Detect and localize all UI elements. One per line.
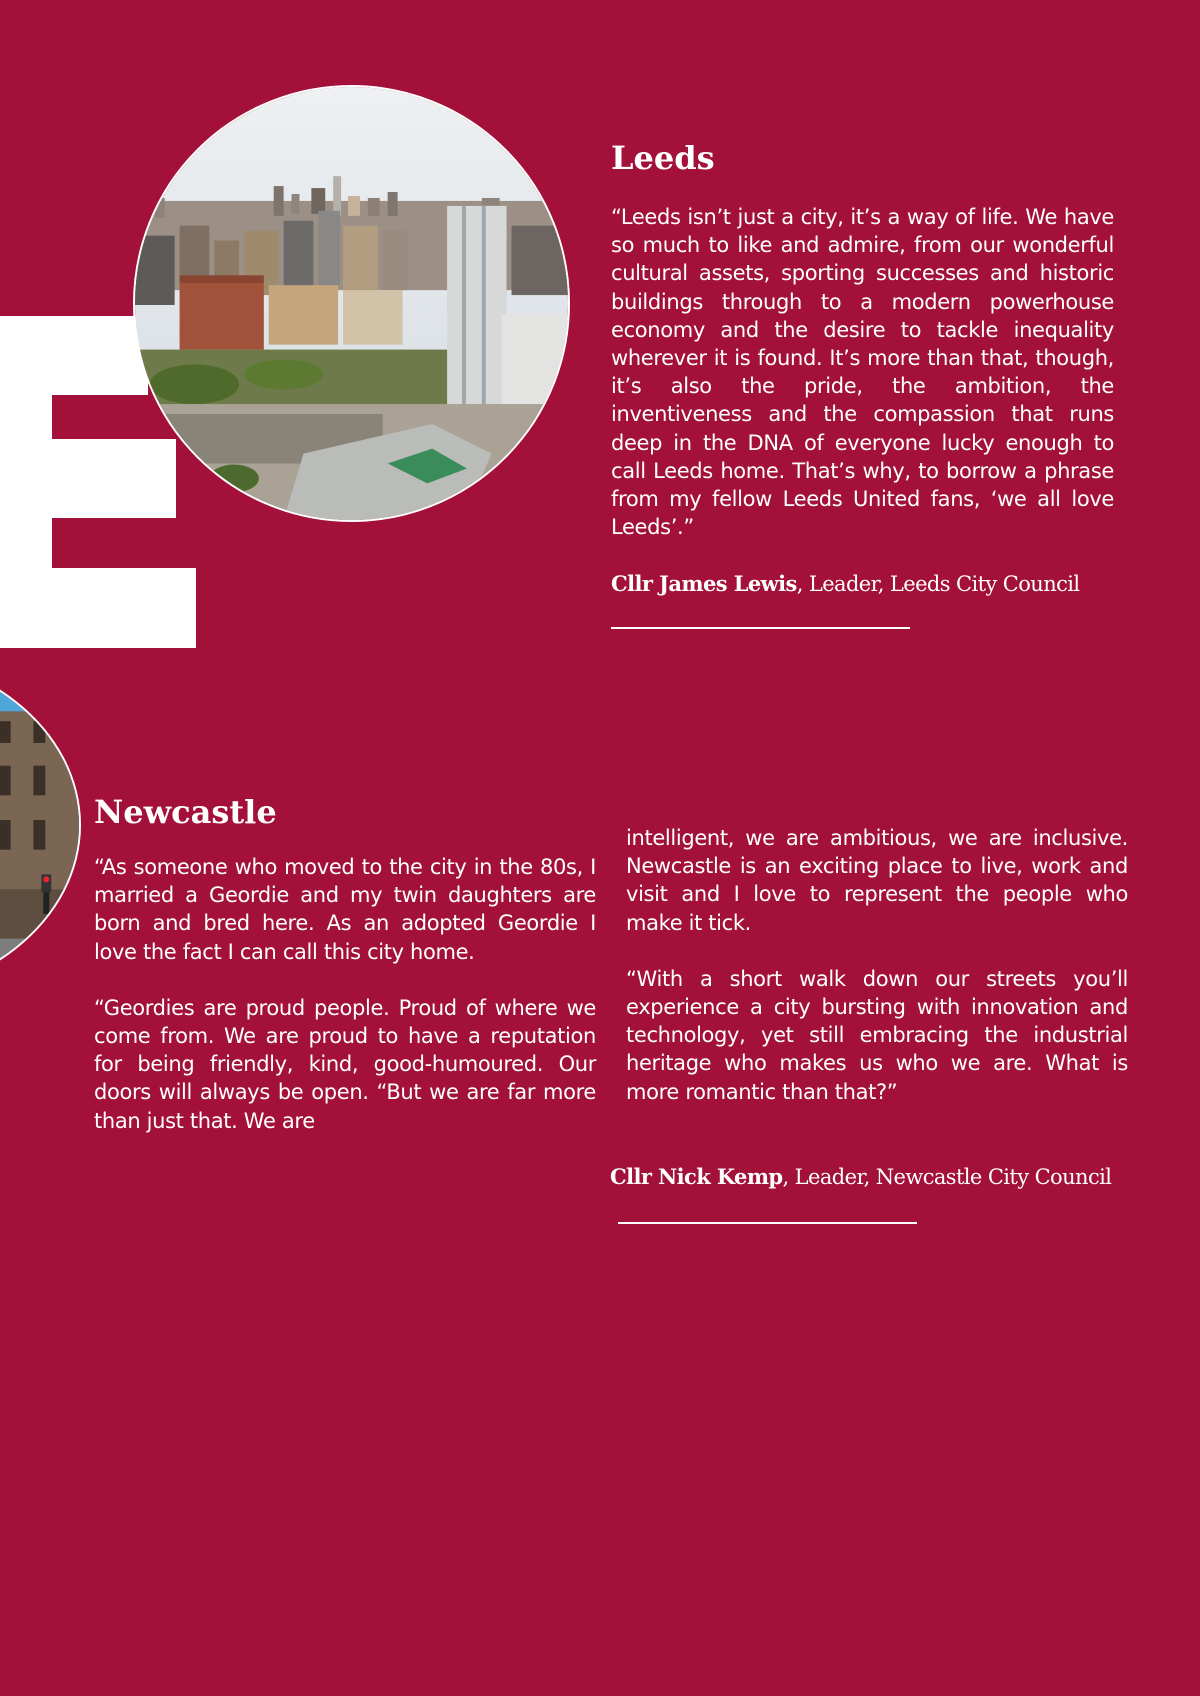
- newcastle-paragraph-2: “Geordies are proud people. Proud of where we come from. We are proud to have a reputation for being friendly, kind, good-humoured. Our doors will always be open. “But we are far more than just that. We are: [94, 995, 596, 1133]
- newcastle-divider: [618, 1222, 917, 1224]
- leeds-signature-name: Cllr James Lewis: [611, 571, 797, 596]
- leeds-signature: [611, 570, 1080, 598]
- newcastle-signature: [610, 1163, 1111, 1191]
- leeds-signature-role: , Leader, Leeds City Council: [796, 572, 1080, 596]
- newcastle-signature-name: Cllr Nick Kemp: [610, 1164, 783, 1189]
- newcastle-street-photo: [0, 650, 81, 1000]
- newcastle-heading: Newcastle: [94, 793, 277, 831]
- newcastle-column-2: [626, 824, 1128, 1106]
- leeds-heading: Leeds: [611, 139, 715, 177]
- newcastle-paragraph-4: “With a short walk down our streets you’ll experience a city bursting with innovation and technology, yet still embracing the industrial heritage who makes us who we are. What is more romantic than that?”: [626, 966, 1128, 1104]
- newcastle-signature-role: , Leader, Newcastle City Council: [782, 1165, 1112, 1189]
- leeds-divider: [611, 627, 910, 629]
- leeds-skyline-photo: [133, 85, 570, 522]
- leeds-quote-text: “Leeds isn’t just a city, it’s a way of life. We have so much to like and admire, from our wonderful cultural assets, sporting successes and historic buildings through to a modern powerhouse economy and the desire to tackle inequality wherever it is found. It’s more than that, though, it’s also the pride, the ambition, the inventiveness and the compassion that runs deep in the DNA of everyone lucky enough to call Leeds home. That’s why, to borrow a phrase from my fellow Leeds United fans, ‘we all love Leeds’.”: [611, 205, 1114, 540]
- newcastle-paragraph-1: “As someone who moved to the city in the 80s, I married a Geordie and my twin daughters are born and bred here. As an adopted Geordie I love the fact I can call this city home.: [94, 855, 596, 964]
- newcastle-column-1: [94, 853, 596, 1135]
- newcastle-paragraph-3: intelligent, we are ambitious, we are inclusive. Newcastle is an exciting place to live, work and visit and I love to represent the people who make it tick.: [626, 826, 1128, 935]
- leeds-quote: [611, 203, 1114, 541]
